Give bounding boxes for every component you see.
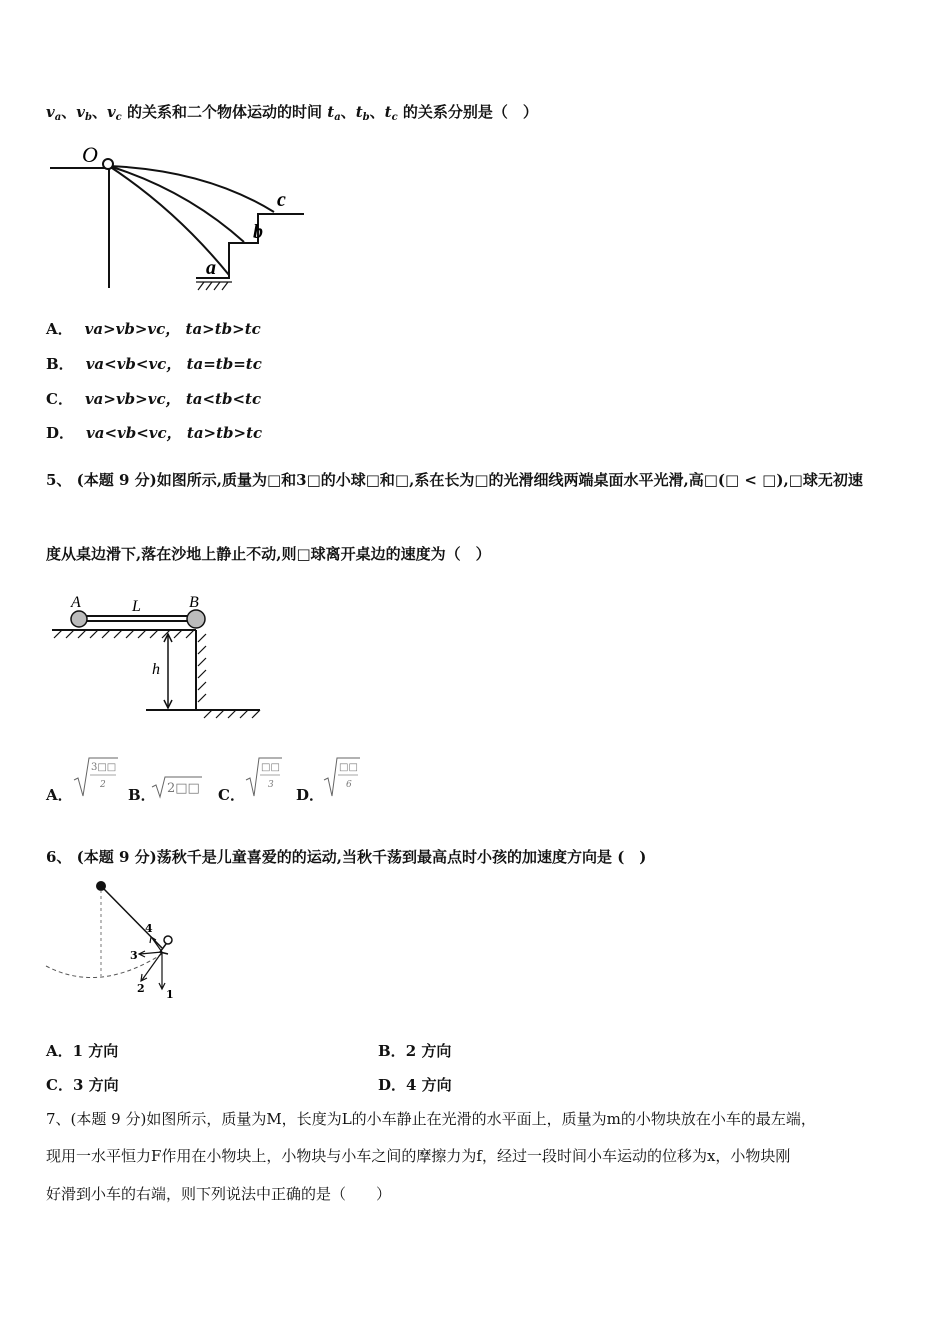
q5-figure-table: [46, 590, 266, 725]
q5-stem-line2: 度从桌边滑下,落在沙地上静止不动,则□球离开桌边的速度为（ ）: [46, 545, 491, 563]
q4-stem-text: 的关系和二个物体运动的时间: [127, 103, 323, 121]
q5-option-d-num: □□: [339, 762, 358, 773]
q5-option-c-letter[interactable]: C．: [218, 786, 245, 804]
q6-dir-2: 2: [137, 982, 145, 995]
q4-option-d-v: va<vb<vc，: [86, 424, 182, 442]
q4-option-a-letter: A．: [46, 320, 73, 338]
q6-stem-text: (本题 9 分)荡秋千是儿童喜爱的的运动,当秋千荡到最高点时小孩的加速度方向是 ( ): [76, 848, 647, 866]
q4-option-b-letter: B．: [46, 355, 74, 373]
q4-label-o: O: [82, 142, 98, 167]
q5-label-l: L: [132, 598, 141, 615]
q4-option-b-v: va<vb<vc，: [85, 355, 182, 373]
q6-option-d-text: 4 方向: [406, 1076, 452, 1094]
q6-option-a[interactable]: [46, 1040, 118, 1061]
q6-option-c[interactable]: [46, 1074, 119, 1095]
q6-figure-swing: [44, 876, 194, 1006]
q4-stem-end: 的关系分别是（ ）: [402, 103, 538, 121]
q6-option-b-letter: B．: [378, 1042, 406, 1060]
q6-option-d[interactable]: [378, 1074, 452, 1095]
q5-option-a-num: 3□□: [91, 762, 117, 773]
q4-option-a-v: va>vb>vc，: [84, 320, 181, 338]
q7-stem-line3: 好滑到小车的右端，则下列说法中正确的是（ ）: [46, 1185, 392, 1203]
q4-option-c-t: ta<tb<tc: [185, 390, 262, 408]
q5-option-c-num: □□: [261, 762, 280, 773]
q4-option-c-v: va>vb>vc，: [84, 390, 181, 408]
q5-option-a-radical: [72, 756, 122, 798]
q5-option-c-radical: [244, 756, 284, 798]
q4-option-b-t: ta=tb=tc: [186, 355, 262, 373]
q5-line1-text: (本题 9 分)如图所示,质量为□和3□的小球□和□,系在长为□的光滑细线两端桌面水平光滑,高□(□ < □),□球无初速: [76, 471, 863, 489]
q6-dir-1: 1: [166, 988, 174, 1001]
q5-option-b-letter[interactable]: B．: [128, 786, 156, 804]
q5-option-a-den: 2: [100, 780, 106, 790]
q4-option-c-letter: C．: [46, 390, 73, 408]
q6-number: 6、: [46, 848, 72, 866]
q6-option-b-text: 2 方向: [405, 1042, 452, 1060]
q4-option-a-t: ta>tb>tc: [185, 320, 261, 338]
q4-option-d-t: ta>tb>tc: [186, 424, 263, 442]
q6-option-d-letter: D．: [378, 1076, 407, 1094]
q6-dir-4: 4: [145, 922, 153, 935]
q6-dir-3: 3: [130, 949, 138, 962]
q5-option-c-den: 3: [268, 780, 274, 790]
q4-option-d-letter: D．: [46, 424, 75, 442]
q6-option-b[interactable]: [378, 1040, 451, 1061]
q5-option-d-den: 6: [346, 780, 352, 790]
q4-label-c: c: [277, 189, 286, 211]
q4-stem: $v_a$、$v_b$、$v_c$ 的关系和二个物体运动的时间 $t_a$、$t_b$、$t_c$ 的关系分别是（ ）: [46, 103, 538, 123]
q6-option-a-text: 1 方向: [72, 1042, 119, 1060]
q5-label-a: A: [71, 594, 81, 611]
q5-option-d-letter[interactable]: D．: [296, 786, 325, 804]
q7-stem-line1: 7、(本题 9 分)如图所示，质量为M，长度为L的小车静止在光滑的水平面上，质量为m的小物块放在小车的最左端，: [46, 1110, 816, 1128]
q4-figure-projectile: [46, 140, 316, 295]
q4-option-a[interactable]: [46, 318, 261, 339]
q5-stem-line1: [46, 469, 863, 490]
q6-option-a-letter: A．: [46, 1042, 73, 1060]
q6-option-c-text: 3 方向: [72, 1076, 119, 1094]
q6-stem: [46, 846, 646, 867]
q4-option-c[interactable]: [46, 388, 261, 409]
q5-label-h: h: [152, 661, 160, 678]
q5-option-b-expr: 2□□: [167, 781, 200, 796]
q5-option-b-radical: [150, 775, 206, 799]
q4-label-a: a: [206, 257, 216, 279]
q4-option-d[interactable]: [46, 422, 262, 443]
q5-option-d-radical: [322, 756, 362, 798]
q5-label-b: B: [189, 594, 199, 611]
q6-option-c-letter: C．: [46, 1076, 73, 1094]
q5-option-a-letter[interactable]: A．: [46, 786, 73, 804]
q4-label-b: b: [253, 221, 263, 243]
q7-stem-line2: 现用一水平恒力F作用在小物块上，小物块与小车之间的摩擦力为f，经过一段时间小车运动的位移为x，小物块刚: [46, 1147, 791, 1165]
q5-number: 5、: [46, 471, 72, 489]
q4-option-b[interactable]: [46, 353, 262, 374]
